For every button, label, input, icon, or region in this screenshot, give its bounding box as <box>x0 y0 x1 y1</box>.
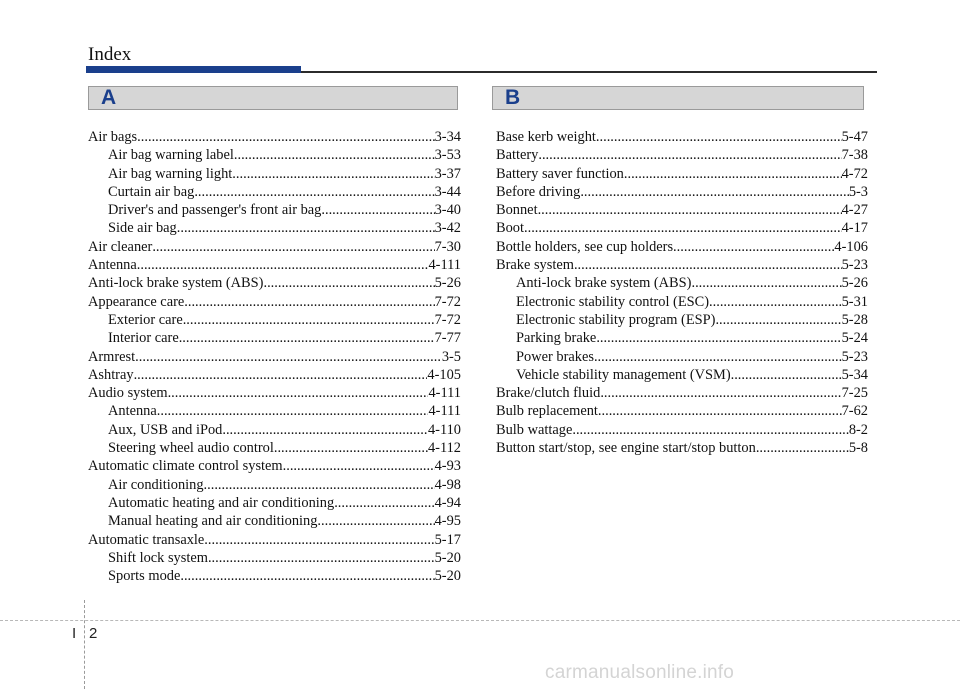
index-subentry <box>88 402 461 420</box>
index-subentry <box>496 348 868 366</box>
entry-page-ref: 7-77 <box>434 330 461 347</box>
entry-label: Sports mode <box>108 568 181 585</box>
index-entry <box>496 238 868 256</box>
section-letter-a: A <box>101 86 117 109</box>
index-entry <box>88 238 461 256</box>
entry-label: Bulb replacement <box>496 403 598 420</box>
dot-leader <box>691 274 841 292</box>
entry-label: Parking brake <box>516 330 597 347</box>
entry-label: Appearance care <box>88 293 185 310</box>
entry-page-ref: 4-94 <box>434 494 461 511</box>
entry-page-ref: 3-5 <box>441 348 461 365</box>
entry-page-ref: 4-112 <box>427 440 461 457</box>
entry-page-ref: 5-23 <box>841 257 868 274</box>
dot-leader <box>709 293 842 311</box>
index-entry <box>88 457 461 475</box>
footer-page-number: 2 <box>89 625 98 642</box>
entry-page-ref: 4-72 <box>841 165 868 182</box>
entry-label: Before driving <box>496 183 581 200</box>
dot-leader <box>715 311 841 329</box>
dot-leader <box>134 366 428 384</box>
dot-leader <box>234 146 435 164</box>
watermark: carmanualsonline.info <box>545 662 735 683</box>
entry-label: Vehicle stability management (VSM) <box>516 366 731 383</box>
entry-page-ref: 7-30 <box>434 238 461 255</box>
dot-leader <box>673 238 834 256</box>
index-entry <box>88 293 461 311</box>
entry-page-ref: 3-44 <box>434 183 461 200</box>
entry-page-ref: 8-2 <box>848 421 868 438</box>
entry-page-ref: 7-62 <box>841 403 868 420</box>
entry-label: Manual heating and air conditioning <box>108 513 318 530</box>
entry-label: Audio system <box>88 385 168 402</box>
entry-page-ref: 4-105 <box>427 366 461 383</box>
entry-page-ref: 5-20 <box>434 568 461 585</box>
entry-page-ref: 5-24 <box>841 330 868 347</box>
index-subentry <box>496 293 868 311</box>
entry-page-ref: 5-3 <box>848 183 868 200</box>
entry-label: Automatic climate control system <box>88 458 283 475</box>
entry-page-ref: 4-110 <box>427 421 461 438</box>
entry-page-ref: 7-72 <box>434 311 461 328</box>
index-entry <box>88 366 461 384</box>
section-header-a <box>88 86 458 110</box>
index-entry <box>496 384 868 402</box>
dot-leader <box>208 549 435 567</box>
dot-leader <box>184 293 434 311</box>
dot-leader <box>222 421 428 439</box>
index-column-a <box>88 128 461 585</box>
index-entry <box>496 146 868 164</box>
entry-label: Exterior care <box>108 311 183 328</box>
entry-page-ref: 5-47 <box>841 129 868 145</box>
section-letter-b: B <box>505 86 521 109</box>
entry-label: Bottle holders, see cup holders <box>496 238 674 255</box>
header-accent-bar <box>86 66 301 73</box>
section-header-b <box>492 86 864 110</box>
index-entry <box>496 201 868 219</box>
dot-leader <box>321 201 434 219</box>
entry-label: Antenna <box>88 257 137 274</box>
entry-page-ref: 3-42 <box>434 220 461 237</box>
entry-label: Ashtray <box>88 366 134 383</box>
entry-label: Side air bag <box>108 220 177 237</box>
dot-leader <box>538 201 842 219</box>
entry-label: Air cleaner <box>88 238 153 255</box>
entry-page-ref: 3-40 <box>434 202 461 219</box>
dot-leader <box>524 219 842 237</box>
dot-leader <box>594 348 842 366</box>
dot-leader <box>180 567 434 585</box>
dot-leader <box>232 165 434 183</box>
dot-leader <box>580 183 848 201</box>
entry-page-ref: 7-38 <box>841 147 868 164</box>
entry-label: Battery <box>496 147 539 164</box>
dot-leader <box>600 384 841 402</box>
entry-page-ref: 5-17 <box>434 531 461 548</box>
entry-label: Boot <box>496 220 524 237</box>
footer-section-letter: I <box>72 625 77 642</box>
entry-page-ref: 5-26 <box>434 275 461 292</box>
index-subentry <box>88 329 461 347</box>
entry-label: Driver's and passenger's front air bag <box>108 202 322 219</box>
page-title: Index <box>88 44 132 65</box>
index-entry <box>496 165 868 183</box>
footer-guide-line <box>0 620 960 621</box>
index-entry <box>88 274 461 292</box>
entry-label: Air bags <box>88 129 138 145</box>
entry-label: Bonnet <box>496 202 538 219</box>
entry-page-ref: 4-111 <box>428 385 461 402</box>
entry-label: Anti-lock brake system (ABS) <box>516 275 692 292</box>
index-subentry <box>88 421 461 439</box>
entry-page-ref: 4-17 <box>841 220 868 237</box>
index-subentry <box>88 146 461 164</box>
entry-label: Battery saver function <box>496 165 624 182</box>
header-rule <box>301 71 877 73</box>
dot-leader <box>137 256 429 274</box>
index-subentry <box>88 494 461 512</box>
entry-page-ref: 4-111 <box>428 403 461 420</box>
entry-page-ref: 4-27 <box>841 202 868 219</box>
entry-label: Air conditioning <box>108 476 204 493</box>
index-subentry <box>88 183 461 201</box>
entry-label: Air bag warning light <box>108 165 233 182</box>
entry-page-ref: 4-95 <box>434 513 461 530</box>
entry-page-ref: 5-20 <box>434 549 461 566</box>
entry-label: Electronic stability program (ESP) <box>516 311 716 328</box>
index-subentry <box>88 219 461 237</box>
entry-page-ref: 4-98 <box>434 476 461 493</box>
dot-leader <box>137 128 434 146</box>
entry-label: Automatic transaxle <box>88 531 205 548</box>
dot-leader <box>598 402 842 420</box>
dot-leader <box>538 146 841 164</box>
index-entry <box>88 348 461 366</box>
dot-leader <box>194 183 434 201</box>
dot-leader <box>283 457 435 475</box>
entry-label: Anti-lock brake system (ABS) <box>88 275 264 292</box>
entry-label: Interior care <box>108 330 179 347</box>
dot-leader <box>135 348 442 366</box>
index-entry <box>496 421 868 439</box>
dot-leader <box>157 402 429 420</box>
index-entry <box>496 219 868 237</box>
entry-label: Base kerb weight <box>496 129 596 145</box>
entry-page-ref: 3-37 <box>434 165 461 182</box>
dot-leader <box>179 329 435 347</box>
index-entry <box>88 128 461 146</box>
dot-leader <box>177 219 435 237</box>
index-subentry <box>88 476 461 494</box>
dot-leader <box>731 366 842 384</box>
index-entry <box>496 439 868 457</box>
entry-label: Bulb wattage <box>496 421 573 438</box>
index-entry <box>88 384 461 402</box>
dot-leader <box>168 384 429 402</box>
entry-label: Antenna <box>108 403 157 420</box>
dot-leader <box>572 421 848 439</box>
entry-page-ref: 7-72 <box>434 293 461 310</box>
entry-label: Steering wheel audio control <box>108 440 274 457</box>
dot-leader <box>317 512 434 530</box>
entry-page-ref: 5-34 <box>841 366 868 383</box>
index-subentry <box>496 366 868 384</box>
dot-leader <box>574 256 842 274</box>
dot-leader <box>334 494 434 512</box>
dot-leader <box>204 531 434 549</box>
index-subentry <box>496 274 868 292</box>
entry-page-ref: 5-8 <box>848 440 868 457</box>
entry-label: Shift lock system <box>108 549 208 566</box>
entry-label: Curtain air bag <box>108 183 195 200</box>
dot-leader <box>152 238 434 256</box>
entry-label: Button start/stop, see engine start/stop button <box>496 440 756 457</box>
entry-page-ref: 4-106 <box>834 238 868 255</box>
entry-page-ref: 4-93 <box>434 458 461 475</box>
entry-page-ref: 3-53 <box>434 147 461 164</box>
dot-leader <box>756 439 849 457</box>
index-column-b <box>496 128 868 457</box>
entry-label: Brake system <box>496 257 574 274</box>
dot-leader <box>624 165 842 183</box>
entry-page-ref: 5-28 <box>841 311 868 328</box>
index-subentry <box>88 512 461 530</box>
entry-page-ref: 4-111 <box>428 257 461 274</box>
footer-margin-line <box>84 600 85 689</box>
index-subentry <box>88 165 461 183</box>
index-subentry <box>88 549 461 567</box>
entry-label: Armrest <box>88 348 136 365</box>
entry-label: Air bag warning label <box>108 147 234 164</box>
index-entry <box>496 183 868 201</box>
entry-label: Aux, USB and iPod <box>108 421 223 438</box>
entry-page-ref: 5-31 <box>841 293 868 310</box>
dot-leader <box>596 329 841 347</box>
entry-page-ref: 7-25 <box>841 385 868 402</box>
entry-label: Electronic stability control (ESC) <box>516 293 710 310</box>
entry-page-ref: 3-34 <box>434 129 461 145</box>
entry-page-ref: 5-26 <box>841 275 868 292</box>
entry-label: Brake/clutch fluid <box>496 385 601 402</box>
dot-leader <box>204 476 435 494</box>
entry-label: Power brakes <box>516 348 594 365</box>
index-subentry <box>88 439 461 457</box>
dot-leader <box>596 128 842 146</box>
index-subentry <box>88 311 461 329</box>
index-subentry <box>496 329 868 347</box>
entry-page-ref: 5-23 <box>841 348 868 365</box>
index-entry <box>496 128 868 146</box>
dot-leader <box>274 439 428 457</box>
index-entry <box>496 256 868 274</box>
index-entry <box>496 402 868 420</box>
index-entry <box>88 531 461 549</box>
index-subentry <box>88 201 461 219</box>
dot-leader <box>183 311 435 329</box>
index-entry <box>88 256 461 274</box>
index-subentry <box>88 567 461 585</box>
dot-leader <box>263 274 434 292</box>
entry-label: Automatic heating and air conditioning <box>108 494 335 511</box>
index-subentry <box>496 311 868 329</box>
